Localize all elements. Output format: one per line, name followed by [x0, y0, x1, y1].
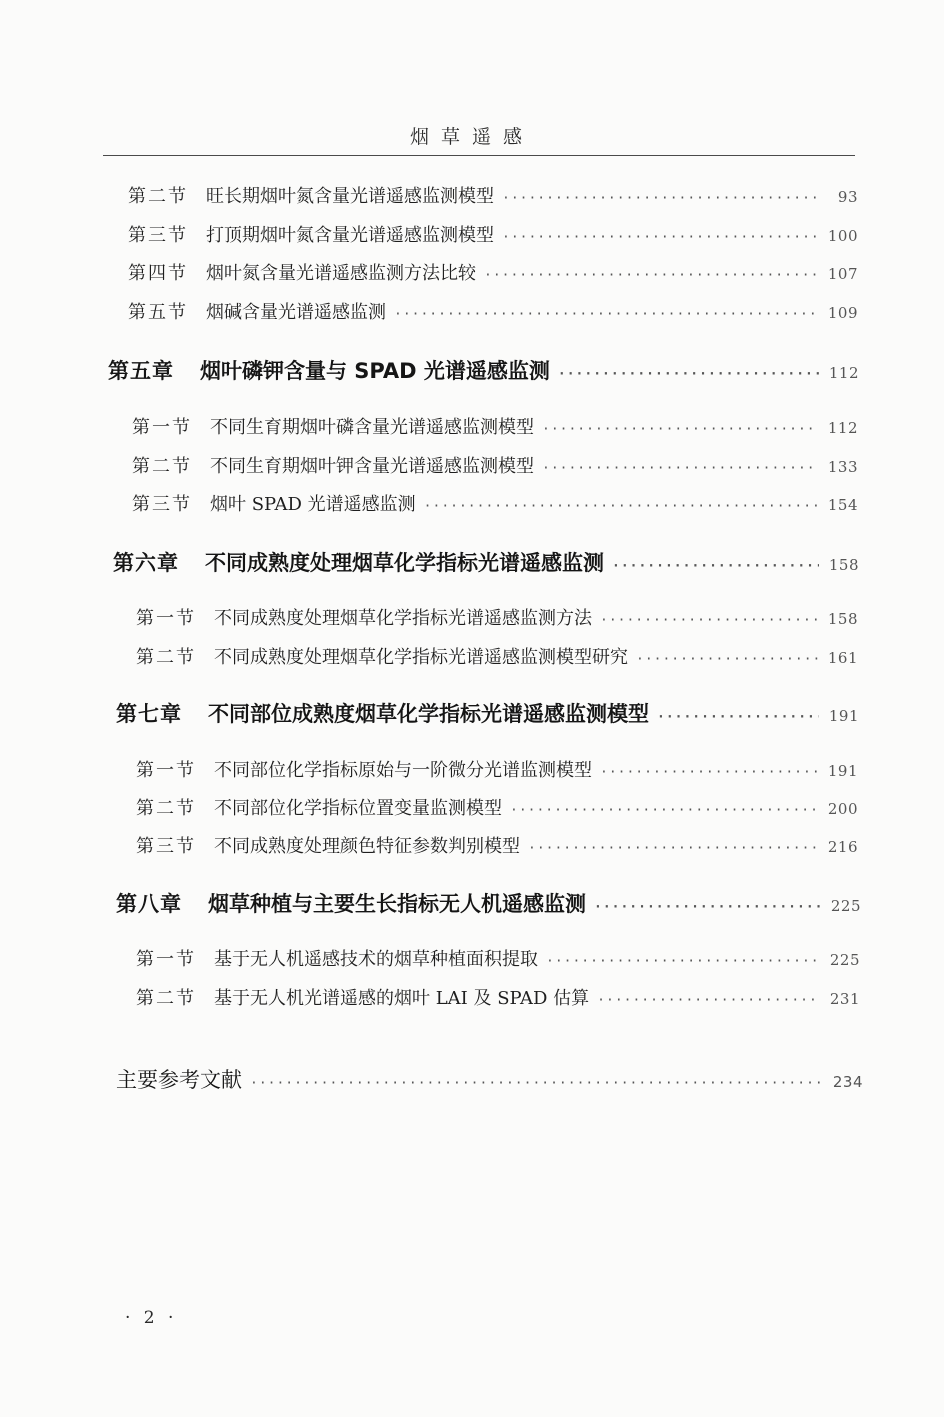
entry-page: 133 — [827, 458, 858, 476]
entry-number: 第一节 — [136, 608, 196, 629]
leader-dots — [528, 841, 818, 856]
toc-chapter-entry — [113, 547, 859, 577]
entry-page: 154 — [827, 496, 858, 514]
entry-title: 旺长期烟叶氮含量光谱遥感监测模型 — [206, 186, 494, 207]
chapter-number: 第六章 — [113, 551, 179, 575]
entry-title: 基于无人机光谱遥感的烟叶 LAI 及 SPAD 估算 — [214, 988, 590, 1009]
entry-page: 225 — [829, 951, 860, 969]
page-number: · 2 · — [125, 1308, 178, 1328]
leader-dots — [542, 461, 818, 476]
leader-dots — [600, 765, 818, 780]
leader-dots — [502, 230, 818, 245]
toc-entry — [132, 452, 858, 478]
toc-entry — [136, 945, 860, 971]
leader-dots — [542, 422, 818, 437]
entry-title: 不同部位化学指标原始与一阶微分光谱监测模型 — [214, 760, 592, 781]
toc-entry — [136, 643, 858, 669]
entry-page: 161 — [827, 649, 858, 667]
leader-dots — [594, 900, 821, 915]
toc-entry — [136, 756, 858, 782]
chapter-number: 第五章 — [108, 359, 174, 383]
entry-number: 第三节 — [132, 494, 192, 515]
entry-number: 第一节 — [136, 760, 196, 781]
toc-entry — [136, 604, 858, 630]
leader-dots — [657, 710, 819, 725]
leader-dots — [597, 993, 820, 1008]
chapter-number: 第八章 — [116, 892, 182, 916]
entry-title: 基于无人机遥感技术的烟草种植面积提取 — [214, 949, 538, 970]
leader-dots — [502, 191, 818, 206]
entry-title: 不同成熟度处理烟草化学指标光谱遥感监测方法 — [214, 608, 592, 629]
entry-title: 烟碱含量光谱遥感监测 — [206, 302, 386, 323]
entry-page: 200 — [827, 800, 858, 818]
leader-dots — [558, 367, 819, 382]
toc-entry — [136, 984, 860, 1010]
leader-dots — [484, 268, 818, 283]
chapter-page: 158 — [828, 556, 859, 574]
leader-dots — [510, 803, 818, 818]
toc-chapter-entry — [116, 888, 861, 918]
toc-entry — [132, 413, 858, 439]
entry-page: 107 — [827, 265, 858, 283]
toc-entry — [128, 298, 858, 324]
entry-page: 216 — [827, 838, 858, 856]
entry-title: 烟叶氮含量光谱遥感监测方法比较 — [206, 263, 476, 284]
toc-entry — [132, 490, 858, 516]
running-header: 烟草遥感 — [409, 126, 534, 148]
leader-dots — [250, 1076, 823, 1091]
entry-number: 第二节 — [136, 798, 196, 819]
chapter-page: 225 — [830, 897, 861, 915]
toc-entry — [136, 794, 858, 820]
references-page: 234 — [832, 1073, 863, 1091]
entry-page: 158 — [827, 610, 858, 628]
entry-title: 打顶期烟叶氮含量光谱遥感监测模型 — [206, 225, 494, 246]
entry-page: 100 — [827, 227, 858, 245]
entry-page: 93 — [837, 188, 858, 206]
entry-number: 第二节 — [128, 186, 188, 207]
toc-chapter-entry — [116, 698, 859, 728]
leader-dots — [612, 559, 819, 574]
entry-page: 112 — [827, 419, 858, 437]
toc-entry — [136, 832, 858, 858]
chapter-number: 第七章 — [116, 702, 182, 726]
toc-entry — [128, 221, 858, 247]
toc-entry — [128, 259, 858, 285]
chapter-title: 烟草种植与主要生长指标无人机遥感监测 — [208, 892, 586, 916]
entry-number: 第一节 — [136, 949, 196, 970]
entry-page: 191 — [827, 762, 858, 780]
entry-number: 第四节 — [128, 263, 188, 284]
chapter-page: 112 — [828, 364, 859, 382]
entry-page: 231 — [829, 990, 860, 1008]
entry-number: 第二节 — [136, 988, 196, 1009]
leader-dots — [600, 613, 818, 628]
entry-number: 第三节 — [136, 836, 196, 857]
references-title: 主要参考文献 — [116, 1068, 242, 1092]
entry-title: 不同成熟度处理颜色特征参数判别模型 — [214, 836, 520, 857]
entry-page: 109 — [827, 304, 858, 322]
chapter-page: 191 — [828, 707, 859, 725]
entry-title: 不同部位化学指标位置变量监测模型 — [214, 798, 502, 819]
toc-references-entry — [116, 1064, 863, 1094]
entry-number: 第五节 — [128, 302, 188, 323]
chapter-title: 不同成熟度处理烟草化学指标光谱遥感监测 — [205, 551, 604, 575]
chapter-title: 烟叶磷钾含量与 SPAD 光谱遥感监测 — [200, 359, 550, 383]
chapter-title: 不同部位成熟度烟草化学指标光谱遥感监测模型 — [208, 702, 649, 726]
header-rule — [103, 155, 855, 156]
entry-title: 烟叶 SPAD 光谱遥感监测 — [210, 494, 416, 515]
entry-title: 不同生育期烟叶钾含量光谱遥感监测模型 — [210, 456, 534, 477]
leader-dots — [424, 499, 818, 514]
toc-entry — [128, 182, 858, 208]
entry-number: 第一节 — [132, 417, 192, 438]
entry-title: 不同生育期烟叶磷含量光谱遥感监测模型 — [210, 417, 534, 438]
entry-number: 第二节 — [136, 647, 196, 668]
leader-dots — [546, 954, 820, 969]
entry-number: 第三节 — [128, 225, 188, 246]
entry-title: 不同成熟度处理烟草化学指标光谱遥感监测模型研究 — [214, 647, 628, 668]
toc-chapter-entry — [108, 355, 859, 385]
entry-number: 第二节 — [132, 456, 192, 477]
leader-dots — [636, 652, 818, 667]
leader-dots — [394, 307, 818, 322]
